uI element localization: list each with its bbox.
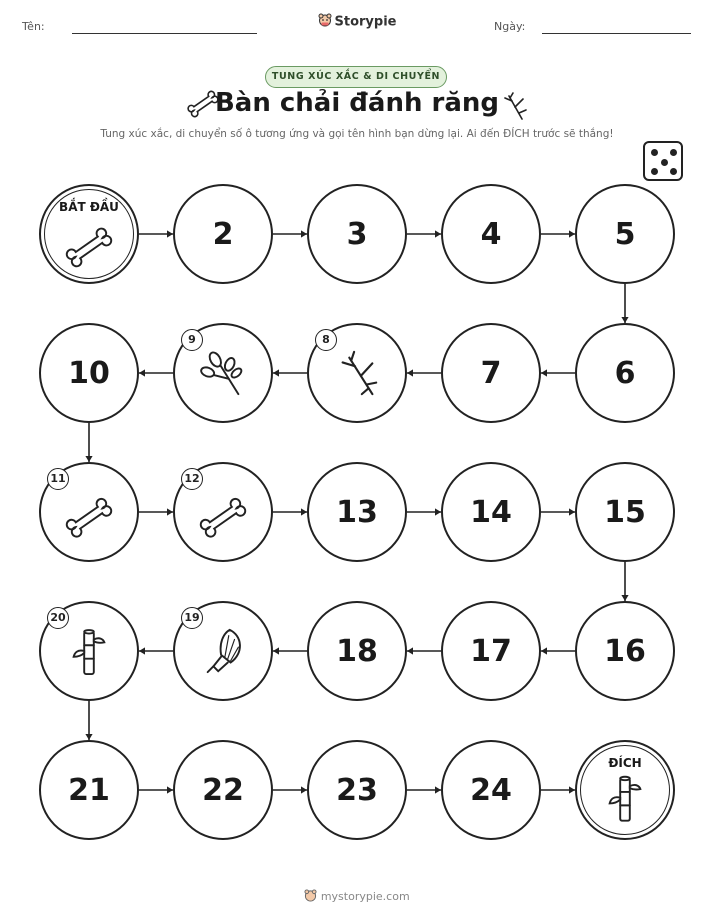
brush-head-icon xyxy=(175,603,271,699)
instructions: Tung xúc xắc, di chuyển số ô tương ứng và gọi tên hình bạn dừng lại. Ai đến ĐÍCH trước sẽ thắng! xyxy=(100,128,614,140)
name-label: Tên: xyxy=(22,20,45,33)
board-space-15[interactable] xyxy=(575,462,675,562)
space-number-badge: 8 xyxy=(315,329,337,351)
board-space-24[interactable] xyxy=(441,740,541,840)
board-space-12[interactable] xyxy=(173,462,273,562)
date-label: Ngày: xyxy=(494,20,526,33)
arrow-head xyxy=(139,369,145,376)
bamboo-icon xyxy=(41,603,137,699)
space-number: 10 xyxy=(68,355,110,391)
arrow-head xyxy=(407,369,413,376)
space-number: 4 xyxy=(480,216,502,252)
leafy-twig-icon xyxy=(175,325,271,421)
space-number: 5 xyxy=(614,216,636,252)
space-number-badge: 11 xyxy=(47,468,69,490)
footer-url: mystorypie.com xyxy=(320,890,410,903)
board-space-11[interactable] xyxy=(39,462,139,562)
board-space-5[interactable] xyxy=(575,184,675,284)
space-number-badge: 12 xyxy=(181,468,203,490)
board-space-13[interactable] xyxy=(307,462,407,562)
space-number-badge: 9 xyxy=(181,329,203,351)
twig-icon xyxy=(309,325,405,421)
board-space-3[interactable] xyxy=(307,184,407,284)
arrow-head xyxy=(541,369,547,376)
board-space-16[interactable] xyxy=(575,601,675,701)
space-number: 3 xyxy=(346,216,368,252)
bone-icon xyxy=(41,464,137,560)
finish-label: ĐÍCH xyxy=(608,756,642,770)
board-space-14[interactable] xyxy=(441,462,541,562)
board-space-23[interactable] xyxy=(307,740,407,840)
footer xyxy=(0,889,714,905)
arrow-head xyxy=(139,647,145,654)
board-space-8[interactable] xyxy=(307,323,407,423)
arrow-head xyxy=(541,647,547,654)
board-space-17[interactable] xyxy=(441,601,541,701)
board-space-7[interactable] xyxy=(441,323,541,423)
board-space-20[interactable] xyxy=(39,601,139,701)
space-number: 23 xyxy=(336,772,378,808)
start-space[interactable] xyxy=(39,184,139,284)
arrow-head xyxy=(273,647,279,654)
board-space-19[interactable] xyxy=(173,601,273,701)
board-space-9[interactable] xyxy=(173,323,273,423)
bone-icon xyxy=(175,464,271,560)
space-number: 24 xyxy=(470,772,512,808)
board-space-6[interactable] xyxy=(575,323,675,423)
bamboo-icon xyxy=(577,742,673,838)
space-number: 6 xyxy=(614,355,636,391)
activity-tag: TUNG XÚC XẮC & DI CHUYỂN xyxy=(265,66,447,88)
space-number: 15 xyxy=(604,494,646,530)
space-number: 22 xyxy=(202,772,244,808)
space-number: 7 xyxy=(480,355,502,391)
space-number: 13 xyxy=(336,494,378,530)
board-space-4[interactable] xyxy=(441,184,541,284)
space-number-badge: 20 xyxy=(47,607,69,629)
space-number: 21 xyxy=(68,772,110,808)
brand-name: Storypie xyxy=(334,14,397,30)
board-space-21[interactable] xyxy=(39,740,139,840)
space-number: 16 xyxy=(604,633,646,669)
board-space-10[interactable] xyxy=(39,323,139,423)
arrow-head xyxy=(407,647,413,654)
space-number: 18 xyxy=(336,633,378,669)
bone-icon xyxy=(41,186,137,282)
space-number-badge: 19 xyxy=(181,607,203,629)
finish-space[interactable] xyxy=(575,740,675,840)
page-title: Bàn chải đánh răng xyxy=(214,88,500,118)
board-space-18[interactable] xyxy=(307,601,407,701)
start-label: BẮT ĐẦU xyxy=(59,200,119,214)
storypie-mascot-icon xyxy=(304,889,317,905)
arrow-head xyxy=(273,369,279,376)
space-number: 2 xyxy=(212,216,234,252)
space-number: 17 xyxy=(470,633,512,669)
board-space-22[interactable] xyxy=(173,740,273,840)
space-number: 14 xyxy=(470,494,512,530)
board-space-2[interactable] xyxy=(173,184,273,284)
